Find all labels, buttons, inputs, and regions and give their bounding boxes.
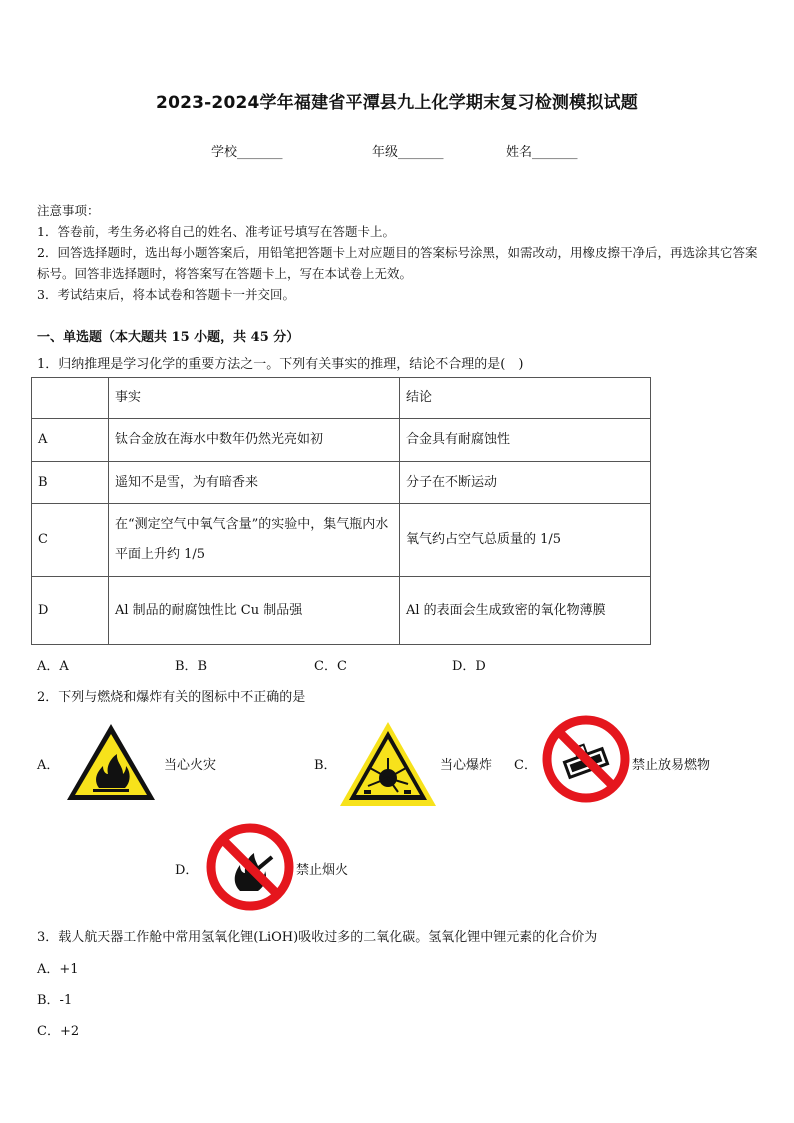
table-row [32, 378, 651, 419]
table-row [32, 577, 651, 645]
table-cell: 钛合金放在海水中数年仍然光亮如初 [109, 419, 400, 462]
notice-item-1: 1．答卷前，考生务必将自己的姓名、准考证号填写在答题卡上。 [37, 224, 395, 239]
q2-option-b-label: 当心爆炸 [440, 758, 493, 773]
q2-option-a-label: 当心火灾 [164, 758, 217, 773]
q2-option-b-letter: B． [314, 758, 337, 773]
q1-table [31, 377, 651, 645]
q1-option-b: B．B [175, 659, 208, 674]
table-cell: C [32, 504, 109, 577]
no-fire-icon [204, 821, 296, 913]
table-cell: 分子在不断运动 [400, 462, 651, 504]
table-header-cell [32, 378, 109, 419]
table-header-cell: 事实 [109, 378, 400, 419]
q2-option-c-letter: C． [514, 758, 537, 773]
q3-option-a: A．+1 [37, 962, 79, 977]
q3-stem: 3．载人航天器工作舱中常用氢氧化锂(LiOH)吸收过多的二氧化碳。氢氧化锂中锂元素的化合价为 [37, 930, 598, 945]
q1-stem: 1．归纳推理是学习化学的重要方法之一。下列有关事实的推理，结论不合理的是( ) [37, 357, 524, 372]
notice-block [37, 200, 767, 305]
table-cell: Al 的表面会生成致密的氧化物薄膜 [400, 577, 651, 645]
notice-item-3: 3．考试结束后，将本试卷和答题卡一并交回。 [37, 287, 295, 302]
no-flammables-icon [540, 713, 632, 805]
table-row [32, 504, 651, 577]
q2-option-c-label: 禁止放易燃物 [632, 758, 711, 773]
q2-option-d-letter: D． [175, 863, 199, 878]
page-title: 2023-2024学年福建省平潭县九上化学期末复习检测模拟试题 [156, 93, 638, 113]
table-cell: A [32, 419, 109, 462]
notice-heading: 注意事项： [37, 203, 100, 218]
section-heading: 一、单选题（本大题共 15 小题，共 45 分） [37, 330, 300, 345]
q1-option-a: A．A [37, 659, 69, 674]
grade-field: 年级_______ [372, 145, 444, 160]
table-row [32, 419, 651, 462]
table-row [32, 462, 651, 504]
fire-warning-icon [65, 722, 157, 802]
table-cell: 遥知不是雪，为有暗香来 [109, 462, 400, 504]
table-cell: 氧气约占空气总质量的 1/5 [400, 504, 651, 577]
q2-stem: 2．下列与燃烧和爆炸有关的图标中不正确的是 [37, 690, 306, 705]
q2-option-d-label: 禁止烟火 [296, 863, 349, 878]
table-cell: D [32, 577, 109, 645]
name-field: 姓名_______ [506, 145, 578, 160]
table-header-cell: 结论 [400, 378, 651, 419]
table-cell: 在“测定空气中氧气含量”的实验中，集气瓶内水平面上升约 1/5 [109, 504, 400, 577]
q3-option-b: B．-1 [37, 993, 73, 1008]
table-cell: Al 制品的耐腐蚀性比 Cu 制品强 [109, 577, 400, 645]
explosion-warning-icon [338, 720, 438, 808]
q1-option-d: D．D [452, 659, 486, 674]
notice-item-2: 2．回答选择题时，选出每小题答案后，用铅笔把答题卡上对应题目的答案标号涂黑，如需改动，用橡皮擦干净后，再选涂其它答案标号。回答非选择题时，将答案写在答题卡上，写在本试卷上无效。 [37, 245, 758, 281]
table-cell: 合金具有耐腐蚀性 [400, 419, 651, 462]
school-field: 学校_______ [211, 145, 283, 160]
q1-option-c: C．C [314, 659, 347, 674]
table-cell: B [32, 462, 109, 504]
q3-option-c: C．+2 [37, 1024, 80, 1039]
q2-option-a-letter: A． [37, 758, 60, 773]
